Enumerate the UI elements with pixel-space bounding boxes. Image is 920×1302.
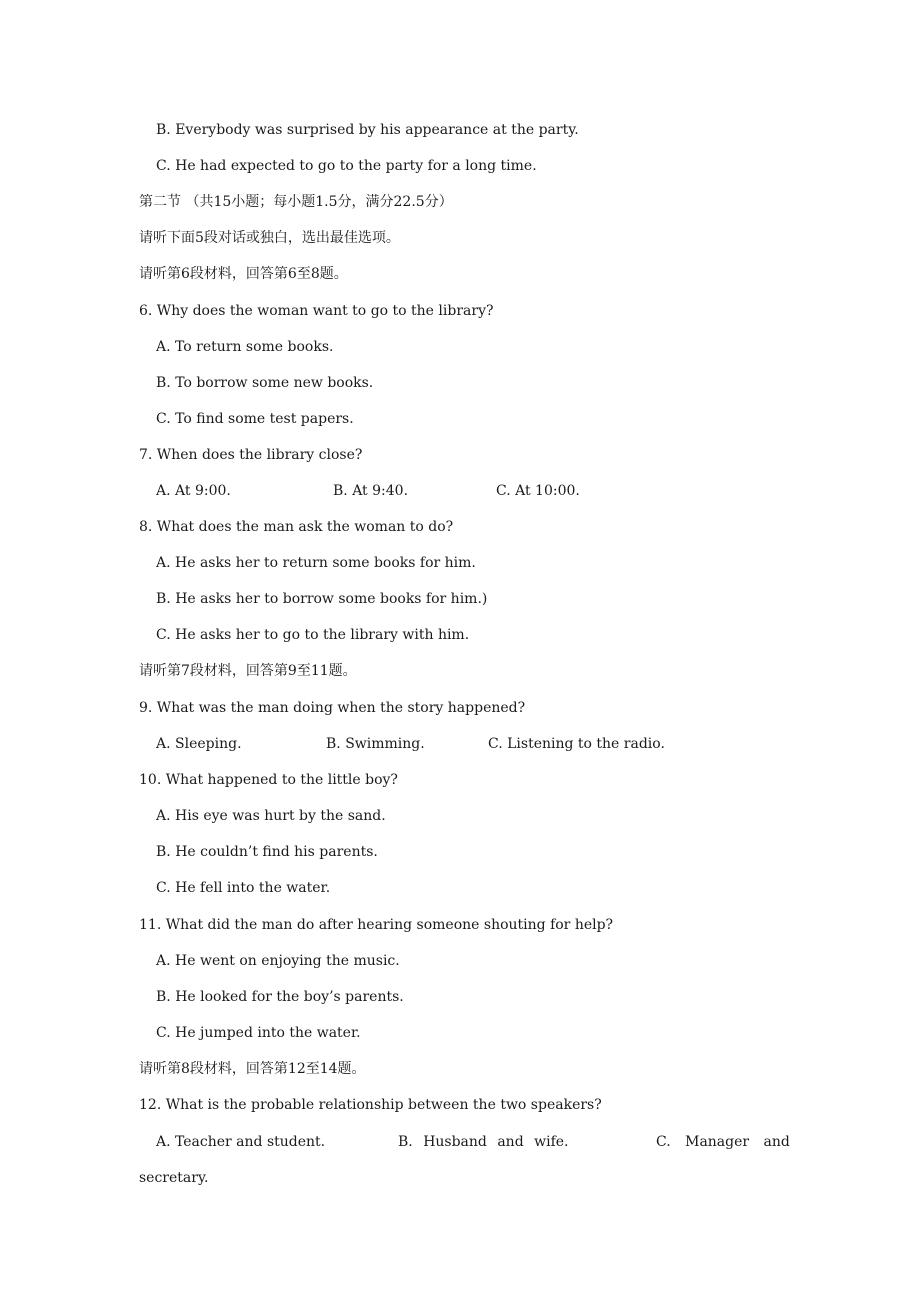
group-instruction-6: 请听第6段材料，回答第6至8题。 [139, 266, 348, 282]
q8-option-c: C. He asks her to go to the library with him. [156, 627, 470, 643]
question-11: 11. What did the man do after hearing someone shouting for help? [139, 917, 614, 933]
question-8: 8. What does the man ask the woman to do? [139, 519, 454, 535]
q9-option-a: A. Sleeping. [156, 736, 242, 752]
group-instruction-7: 请听第7段材料，回答第9至11题。 [139, 663, 357, 679]
q10-option-a: A. His eye was hurt by the sand. [156, 808, 386, 824]
question-9: 9. What was the man doing when the story happened? [139, 700, 526, 716]
q6-option-c: C. To find some test papers. [156, 411, 354, 427]
q7-option-b: B. At 9:40. [333, 483, 409, 499]
question-12: 12. What is the probable relationship between the two speakers? [139, 1097, 602, 1113]
q7-option-c: C. At 10:00. [496, 483, 580, 499]
q10-option-c: C. He fell into the water. [156, 880, 331, 896]
q12-option-a: A. Teacher and student. [156, 1134, 326, 1150]
prev-option-c: C. He had expected to go to the party for a long time. [156, 158, 537, 174]
q12-option-c: C. Manager and [656, 1134, 790, 1150]
q9-option-c: C. Listening to the radio. [488, 736, 665, 752]
q7-option-a: A. At 9:00. [156, 483, 231, 499]
question-7: 7. When does the library close? [139, 447, 363, 463]
q10-option-b: B. He couldn’t find his parents. [156, 844, 378, 860]
q11-option-c: C. He jumped into the water. [156, 1025, 361, 1041]
q9-option-b: B. Swimming. [326, 736, 425, 752]
group-instruction-8: 请听第8段材料，回答第12至14题。 [139, 1061, 366, 1077]
section-instruction: 请听下面5段对话或独白，选出最佳选项。 [139, 230, 400, 246]
q11-option-b: B. He looked for the boy’s parents. [156, 989, 404, 1005]
q6-option-b: B. To borrow some new books. [156, 375, 374, 391]
q12-option-b: B. Husband and wife. [398, 1134, 569, 1150]
section-title: 第二节 （共15小题；每小题1.5分，满分22.5分） [139, 194, 453, 210]
question-6: 6. Why does the woman want to go to the library? [139, 303, 494, 319]
q8-option-b: B. He asks her to borrow some books for him.) [156, 591, 488, 607]
prev-option-b: B. Everybody was surprised by his appearance at the party. [156, 122, 579, 138]
q6-option-a: A. To return some books. [156, 339, 334, 355]
q12-option-c-wrap: secretary. [139, 1170, 209, 1186]
q8-option-a: A. He asks her to return some books for him. [156, 555, 476, 571]
question-10: 10. What happened to the little boy? [139, 772, 398, 788]
q11-option-a: A. He went on enjoying the music. [156, 953, 400, 969]
